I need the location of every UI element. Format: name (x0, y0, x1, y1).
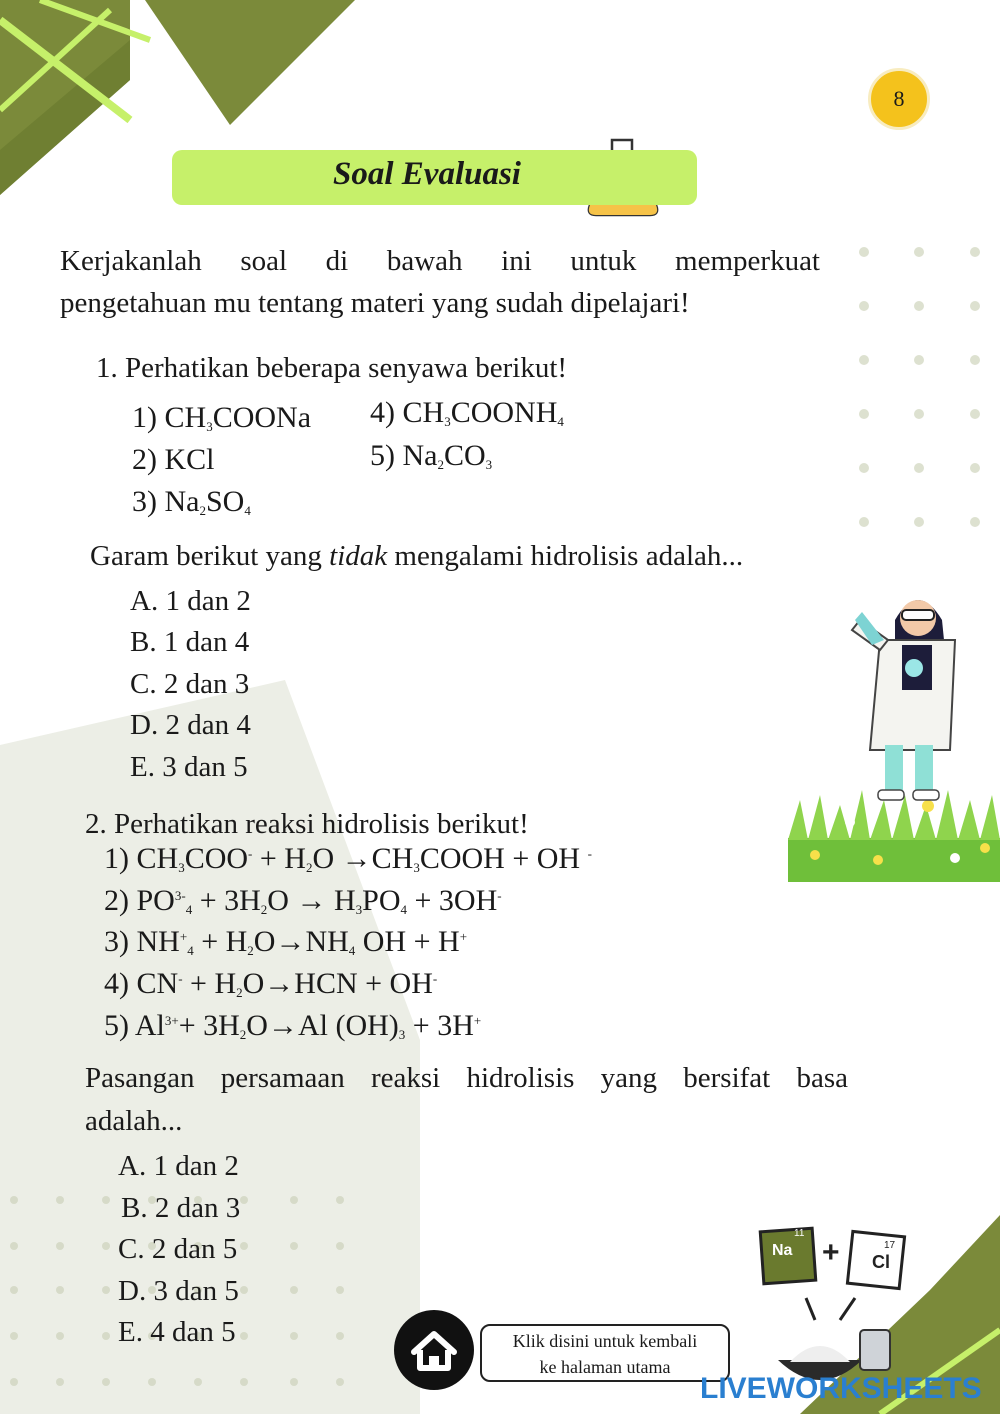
tile-na-symbol: Na (772, 1242, 793, 1259)
page-number-badge: 8 (868, 68, 930, 130)
question1-option-b[interactable]: B. 1 dan 4 (130, 626, 250, 658)
olive-triangle-shape (145, 0, 355, 125)
back-to-home-link[interactable] (480, 1324, 730, 1382)
question1-prompt: 1. Perhatikan beberapa senyawa berikut! (96, 352, 568, 384)
compound-2: 2) KCl (132, 443, 215, 476)
question1-option-d[interactable]: D. 2 dan 4 (130, 709, 251, 741)
question1-option-a[interactable]: A. 1 dan 2 (130, 585, 251, 617)
compound-4: 4) $CH_3COONH_4$ (370, 396, 564, 429)
intro-text-line1: Kerjakanlah soal di bawah ini untuk memperkuat (60, 245, 820, 277)
home-icon (394, 1310, 474, 1390)
dot-grid-right (859, 247, 980, 527)
question2-option-e[interactable]: E. 4 dan 5 (118, 1316, 236, 1348)
scientist-illustration (852, 600, 955, 800)
link-text-line2: ke halaman utama (539, 1357, 671, 1377)
page-title: Soal Evaluasi (333, 156, 521, 192)
reaction-3: 3) $NH^+_4 + H_2O\to NH_4$ OH + H+ (104, 925, 468, 958)
reaction-5: 5) $Al^{3+}+ 3H_2O\to Al$ $(OH)_3 + 3H^+$ (104, 1009, 482, 1042)
tile-cl-number: 17 (884, 1240, 896, 1251)
tile-cl-symbol: Cl (872, 1252, 890, 1272)
compound-3: 3) $Na_2SO_4$ (132, 485, 251, 518)
home-button[interactable] (394, 1310, 474, 1390)
plus-sign: + (822, 1236, 840, 1269)
grass-strip (788, 790, 1000, 882)
reaction-4: 4) $CN^- + H_2O\to HCN + OH^-$ (104, 967, 438, 1000)
compound-5: 5) $Na_2CO_3$ (370, 439, 493, 472)
question2-option-d[interactable]: D. 3 dan 5 (118, 1275, 239, 1307)
question2-option-a[interactable]: A. 1 dan 2 (118, 1150, 239, 1182)
question2-option-b[interactable]: B. 2 dan 3 (121, 1192, 241, 1224)
reaction-2: 2) $PO^{3-}_4 + 3H_2O \to H_3PO_4 + 3OH^-$ (104, 884, 502, 917)
compound-1: 1) $CH_3COONa$ (132, 401, 312, 434)
question2-question-line2: adalah... (85, 1105, 183, 1137)
link-text-line1: Klik disini untuk kembali (512, 1331, 698, 1351)
reaction-1: 1) $CH_3COO^- + H_2O$ $\to CH_3COOH$ + OH - (104, 842, 592, 875)
tile-na-number: 11 (794, 1228, 805, 1239)
question1-option-c[interactable]: C. 2 dan 3 (130, 668, 250, 700)
liveworksheets-watermark: LIVEWORKSHEETS (700, 1372, 982, 1405)
question1-question: Garam berikut yang tidak mengalami hidrolisis adalah... (90, 540, 744, 572)
question2-prompt: 2. Perhatikan reaksi hidrolisis berikut! (85, 808, 529, 840)
question1-option-e[interactable]: E. 3 dan 5 (130, 751, 248, 783)
intro-text-line2: pengetahuan mu tentang materi yang sudah dipelajari! (60, 287, 690, 319)
question2-question-line1: Pasangan persamaan reaksi hidrolisis yang bersifat basa (85, 1062, 848, 1094)
question2-option-c[interactable]: C. 2 dan 5 (118, 1233, 238, 1265)
